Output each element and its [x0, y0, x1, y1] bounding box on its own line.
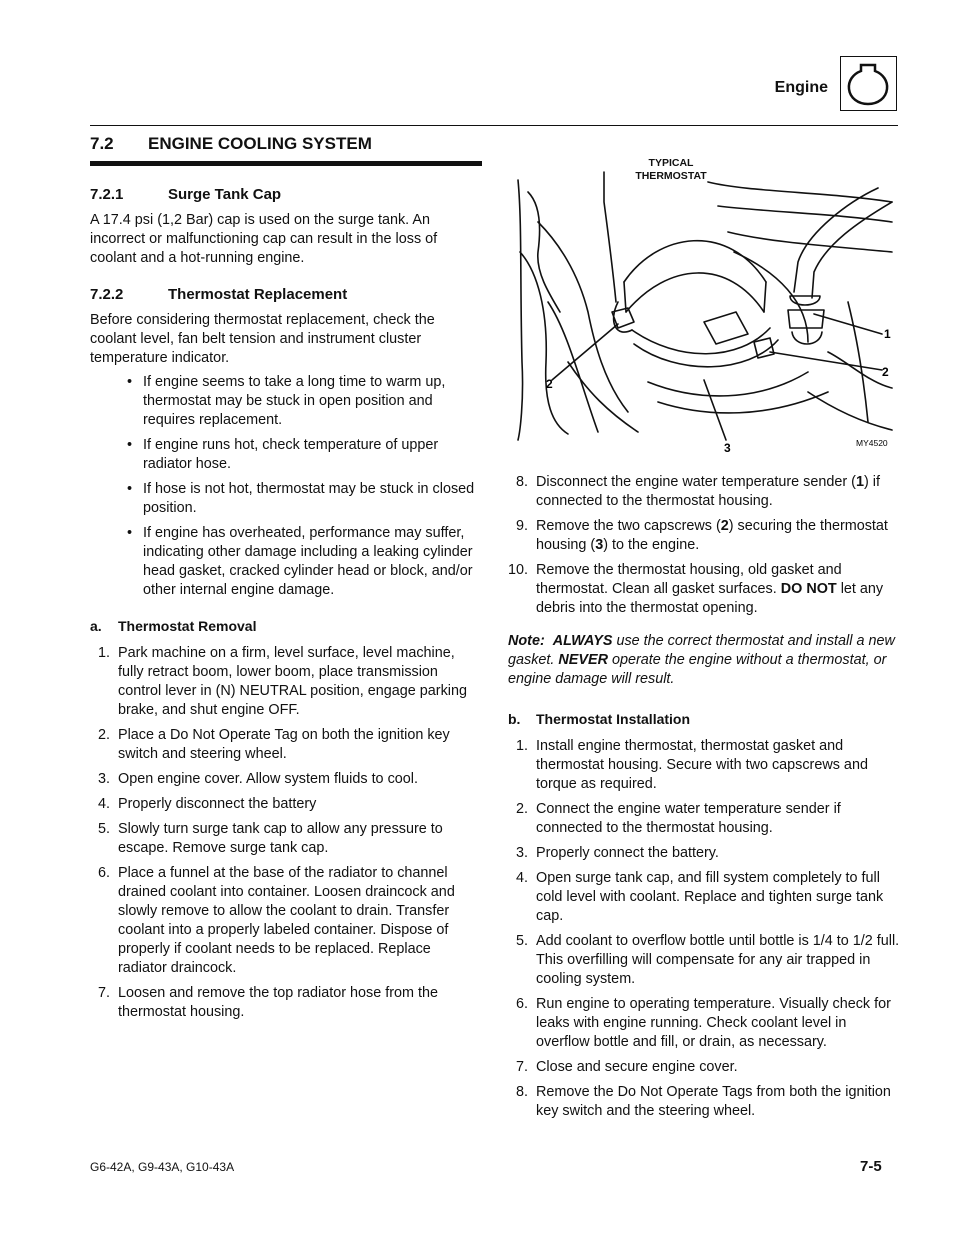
list-item	[508, 1083, 900, 1121]
step-number: 3.	[515, 845, 528, 861]
step-text: let any debris into the thermostat opening.	[536, 581, 884, 616]
list-item	[90, 984, 482, 1022]
step-text: Loosen and remove the top radiator hose from the thermostat housing.	[118, 985, 438, 1020]
bullet: •	[127, 481, 133, 497]
step-text: Remove the thermostat housing, old gasket and thermostat. Clean all gasket surfaces.	[536, 562, 842, 597]
step-text: Disconnect the engine water temperature sender (	[536, 474, 856, 490]
step-text: Open surge tank cap, and fill system completely to full cold level with coolant. Replace and tighten surge tank cap.	[536, 870, 884, 924]
note-block	[508, 632, 900, 689]
step-number: 6.	[97, 865, 110, 881]
thermostat-figure	[508, 162, 900, 458]
list-item	[508, 737, 900, 794]
section-title: ENGINE COOLING SYSTEM	[148, 134, 372, 153]
step-number: 1.	[97, 645, 110, 661]
step-text: ) to the engine.	[603, 537, 700, 553]
callout-label: 2	[546, 377, 553, 391]
list-item	[90, 864, 482, 978]
list-item	[90, 795, 482, 814]
step-number: 2.	[97, 727, 110, 743]
figure-caption-line: TYPICAL	[648, 157, 694, 169]
step-text: Place a funnel at the base of the radiator to channel drained coolant into container. Loosen draincock and slowly remove to allow the coolant to drain. Transfer coolant into a properly labeled container. Dispose of properly if coolant needs to be replaced. Replace radiator draincock.	[118, 865, 455, 976]
step-number: 10.	[508, 562, 529, 578]
step-text: Connect the engine water temperature sender if connected to the thermostat housing.	[536, 801, 841, 836]
emphasis: NEVER	[558, 652, 608, 668]
section-heading	[90, 134, 482, 166]
subsection-number: 7.2.1	[90, 186, 124, 203]
list-item-text: If engine has overheated, performance may suffer, indicating other damage including a leaking cylinder head gasket, cracked cylinder head or block, and/or other internal engine damage.	[143, 525, 473, 598]
heading-text: Thermostat Installation	[536, 711, 691, 727]
bullet: •	[127, 437, 133, 453]
list-item	[90, 726, 482, 764]
step-number: 2.	[515, 801, 528, 817]
figure-caption-line: THERMOSTAT	[635, 170, 707, 182]
step-number: 4.	[97, 796, 110, 812]
list-item	[508, 800, 900, 838]
removal-heading	[90, 618, 482, 634]
subsection-number: 7.2.2	[90, 286, 124, 303]
list-item	[508, 995, 900, 1052]
step-text: Place a Do Not Operate Tag on both the ignition key switch and steering wheel.	[118, 727, 450, 762]
list-item	[508, 473, 900, 511]
left-column	[90, 134, 482, 1028]
step-number: 7.	[97, 985, 110, 1001]
header-section-title: Engine	[774, 79, 828, 96]
step-text: Install engine thermostat, thermostat gasket and thermostat housing. Secure with two capscrews and torque as required.	[536, 738, 868, 792]
list-item	[508, 932, 900, 989]
step-text: Park machine on a firm, level surface, level machine, fully retract boom, lower boom, place transmission control lever in (N) NEUTRAL position, engage parking brake, and shut engine OFF.	[118, 645, 468, 718]
list-item	[508, 1058, 900, 1077]
step-number: 6.	[515, 996, 528, 1012]
subsection-heading-thermostat	[90, 286, 482, 303]
header-divider	[90, 125, 898, 126]
installation-heading	[508, 711, 900, 727]
step-text: Properly connect the battery.	[536, 845, 719, 861]
heading-letter: b.	[508, 711, 521, 727]
callout-reference: 3	[595, 537, 604, 553]
emphasis: ALWAYS	[552, 633, 613, 649]
callout-reference: 2	[720, 518, 729, 534]
step-number: 7.	[515, 1059, 528, 1075]
step-text: Open engine cover. Allow system fluids to cool.	[118, 771, 418, 787]
step-text: Add coolant to overflow bottle until bottle is 1/4 to 1/2 full. This overfilling will compensate for any air trapped in cooling system.	[536, 933, 900, 987]
list-item	[90, 480, 482, 518]
section-number: 7.2	[90, 134, 114, 153]
step-text: Remove the Do Not Operate Tags from both the ignition key switch and the steering wheel.	[536, 1084, 891, 1119]
subsection-title: Surge Tank Cap	[168, 186, 282, 203]
list-item	[508, 844, 900, 863]
step-number: 5.	[515, 933, 528, 949]
list-item-text: If engine seems to take a long time to warm up, thermostat may be stuck in open position and requires replacement.	[143, 374, 446, 428]
step-number: 9.	[515, 518, 528, 534]
thermostat-checks-list	[90, 373, 482, 600]
page-number: 7-5	[860, 1158, 882, 1175]
step-text: ) securing the thermostat housing (	[536, 518, 888, 553]
list-item	[90, 436, 482, 474]
list-item	[508, 869, 900, 926]
list-item-text: If engine runs hot, check temperature of upper radiator hose.	[143, 437, 439, 472]
step-text: Slowly turn surge tank cap to allow any pressure to escape. Remove surge tank cap.	[118, 821, 443, 856]
list-item	[90, 770, 482, 789]
step-text: Properly disconnect the battery	[118, 796, 317, 812]
note-label: Note:	[508, 633, 545, 649]
surge-tank-paragraph: A 17.4 psi (1,2 Bar) cap is used on the surge tank. An incorrect or malfunctioning cap can result in the loss of coolant and a hot-running engine.	[90, 212, 438, 266]
right-column	[508, 460, 900, 1127]
step-text: Remove the two capscrews (	[536, 518, 721, 534]
list-item	[508, 517, 900, 555]
note-text: operate the engine without a thermostat, or engine damage will result.	[508, 652, 887, 687]
list-item	[90, 820, 482, 858]
removal-steps	[90, 644, 482, 1022]
step-number: 8.	[515, 474, 528, 490]
list-item	[508, 561, 900, 618]
subsection-title: Thermostat Replacement	[168, 286, 348, 303]
bullet: •	[127, 525, 133, 541]
callout-reference: 1	[855, 474, 864, 490]
step-text: Run engine to operating temperature. Visually check for leaks with engine running. Check coolant level in overflow bottle and fill, or drain, as necessary.	[536, 996, 891, 1050]
step-number: 4.	[515, 870, 528, 886]
removal-steps-continued	[508, 473, 900, 618]
figure-id: MY4520	[856, 438, 888, 448]
heading-letter: a.	[90, 618, 102, 634]
list-item	[90, 644, 482, 720]
emphasis: DO NOT	[780, 581, 837, 597]
step-number: 1.	[515, 738, 528, 754]
subsection-heading-surge-tank	[90, 186, 482, 203]
note-text: use the correct thermostat and install a new gasket.	[508, 633, 895, 668]
installation-steps	[508, 737, 900, 1121]
bullet: •	[127, 374, 133, 390]
list-item-text: If hose is not hot, thermostat may be stuck in closed position.	[143, 481, 475, 516]
step-number: 8.	[515, 1084, 528, 1100]
step-text: Close and secure engine cover.	[536, 1059, 738, 1075]
callout-label: 2	[882, 365, 889, 379]
callout-label: 1	[884, 327, 891, 341]
engine-icon	[840, 56, 897, 111]
heading-text: Thermostat Removal	[118, 618, 257, 634]
step-number: 5.	[97, 821, 110, 837]
step-text: ) if connected to the thermostat housing.	[536, 474, 880, 509]
callout-label: 3	[724, 441, 731, 455]
step-number: 3.	[97, 771, 110, 787]
footer-models: G6-42A, G9-43A, G10-43A	[90, 1160, 235, 1174]
thermostat-intro-paragraph: Before considering thermostat replacement, check the coolant level, fan belt tension and instrument cluster temperature indicator.	[90, 312, 435, 366]
list-item	[90, 373, 482, 430]
list-item	[90, 524, 482, 600]
